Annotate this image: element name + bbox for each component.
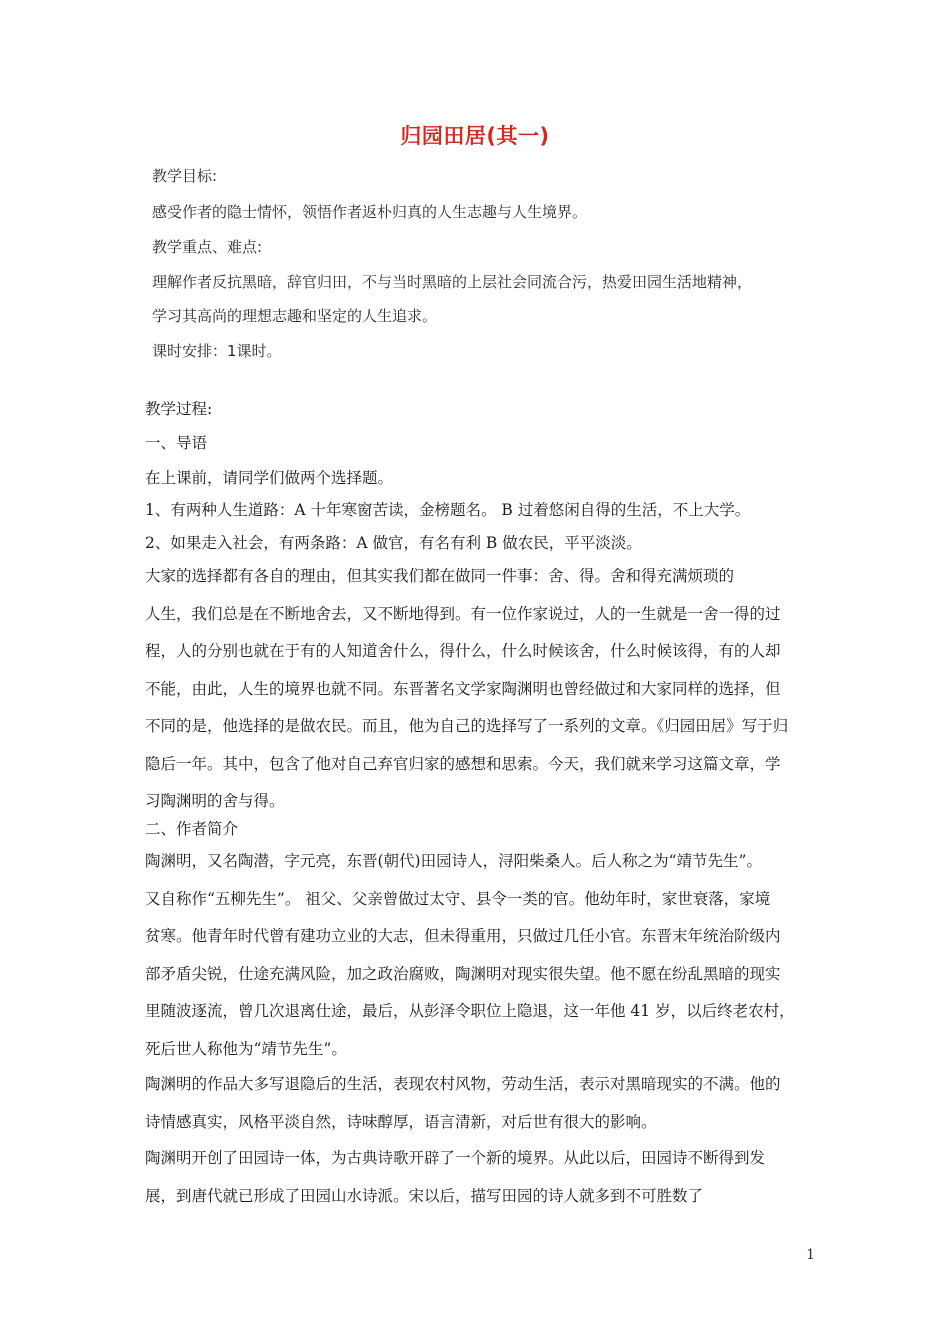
process-heading: 教学过程: [145,400,213,418]
paragraph-1 [145,558,810,821]
paragraph-line: 又自称作“五柳先生”。 祖父、父亲曾做过太守、县令一类的官。他幼年时，家世衰落，家境 [145,889,771,908]
schedule-text: 课时安排：1课时。 [152,342,282,360]
paragraph-line: 诗情感真实，风格平淡自然，诗味醇厚，语言清新，对后世有很大的影响。 [145,1112,657,1131]
key-label: 教学重点、难点: [152,238,263,256]
paragraph-3 [145,1066,810,1141]
paragraph-line: 大家的选择都有各自的理由，但其实我们都在做同一件事：舍、得。舍和得充满烦琐的 [145,567,735,585]
paragraph-line: 人生，我们总是在不断地舍去，又不断地得到。有一位作家说过，人的一生就是一舍一得的过 [145,604,781,623]
page-number: 1 [806,1247,815,1263]
paragraph-line: 不能，由此，人生的境界也就不同。东晋著名文学家陶渊明也曾经做过和大家同样的选择，但 [145,679,781,698]
paragraph-line: 隐后一年。其中，包含了他对自己弃官归家的感想和思索。今天，我们就来学习这篇文章，学 [145,754,781,773]
key-text-1: 理解作者反抗黑暗，辞官归田，不与当时黑暗的上层社会同流合污，热爱田园生活地精神， [152,273,753,291]
paragraph-line: 部矛盾尖锐，仕途充满风险，加之政治腐败，陶渊明对现实很失望。他不愿在纷乱黑暗的现实 [145,964,781,983]
paragraph-4 [145,1140,810,1215]
paragraph-line: 展，到唐代就已形成了田园山水诗派。宋以后，描写田园的诗人就多到不可胜数了 [145,1186,704,1205]
section1-heading: 一、导语 [145,434,208,452]
paragraph-line: 里随波逐流，曾几次退离仕途，最后，从彭泽令职位上隐退，这一年他 41 岁，以后终老农村， [145,1002,795,1020]
goal-text: 感受作者的隐士情怀，领悟作者返朴归真的人生志趣与人生境界。 [152,203,588,221]
paragraph-line: 习陶渊明的舍与得。 [145,792,285,810]
paragraph-line: 陶渊明，又名陶潜，字元亮，东晋(朝代)田园诗人，浔阳柴桑人。后人称之为“靖节先生”。 [145,852,762,870]
key-text-2: 学习其高尚的理想志趣和坚定的人生追求。 [152,307,438,325]
section2-heading: 二、作者简介 [145,820,239,838]
paragraph-line: 不同的是，他选择的是做农民。而且，他为自己的选择写了一系列的文章。《归园田居》写于归 [145,717,789,735]
question-2: 2、如果走入社会，有两条路：A 做官，有名有利 B 做农民，平平淡淡。 [145,534,642,552]
goal-label: 教学目标: [152,167,218,185]
paragraph-line: 陶渊明的作品大多写退隐后的生活，表现农村风物，劳动生活，表示对黑暗现实的不满。他的 [145,1075,781,1093]
paragraph-line: 陶渊明开创了田园诗一体，为古典诗歌开辟了一个新的境界。从此以后，田园诗不断得到发 [145,1149,766,1167]
intro-text: 在上课前，请同学们做两个选择题。 [145,469,394,487]
paragraph-2 [145,843,810,1068]
question-1: 1、有两种人生道路：A 十年寒窗苦读，金榜题名。 B 过着悠闲自得的生活，不上大学。 [145,501,751,519]
paragraph-line: 贫寒。他青年时代曾有建功立业的大志，但未得重用，只做过几任小官。东晋末年统治阶级内 [145,927,781,945]
paragraph-line: 死后世人称他为“靖节先生”。 [145,1039,347,1058]
document-title: 归园田居(其一) [400,124,550,148]
paragraph-line: 程，人的分别也就在于有的人知道舍什么，得什么，什么时候该舍，什么时候该得，有的人却 [145,642,781,660]
